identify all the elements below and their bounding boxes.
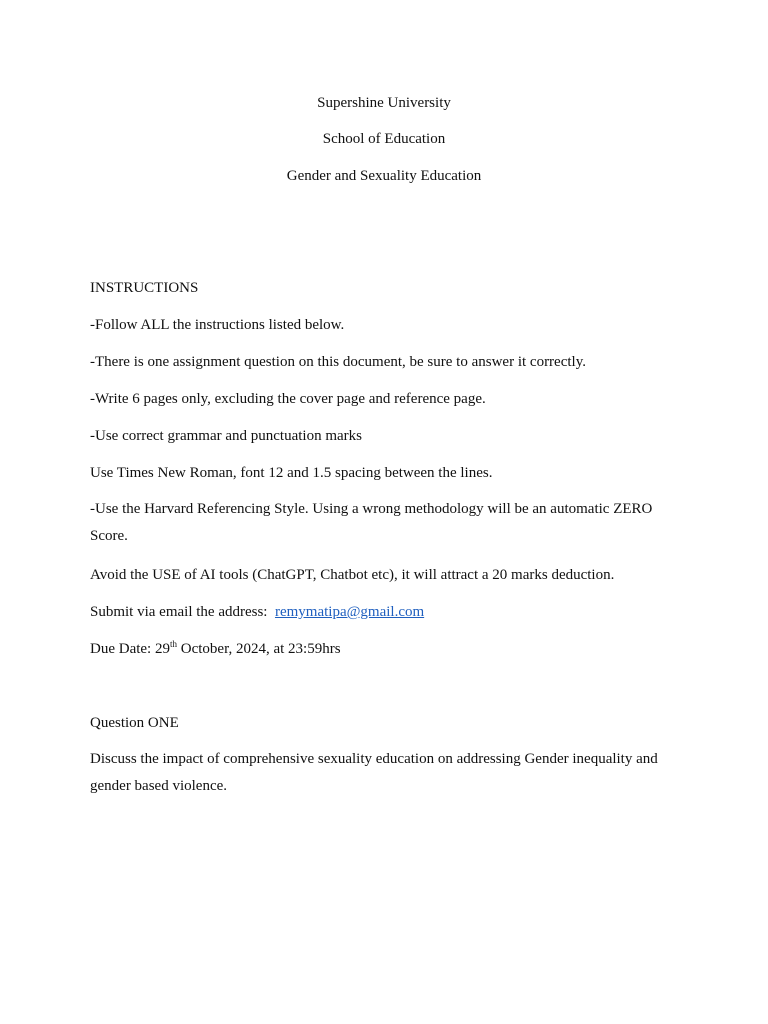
instruction-item: -There is one assignment question on this document, be sure to answer it correctly. — [90, 354, 586, 370]
due-date-prefix: Due Date: 29 — [90, 641, 170, 657]
due-date-superscript: th — [169, 639, 177, 649]
instruction-item: -Use the Harvard Referencing Style. Using a wrong methodology will be an automatic ZERO Score. — [90, 501, 653, 544]
due-date-line — [90, 640, 680, 658]
question-text: Discuss the impact of comprehensive sexuality education on addressing Gender inequality and gender based violence. — [90, 751, 658, 794]
instructions-heading: INSTRUCTIONS — [90, 280, 199, 296]
instruction-item: Avoid the USE of AI tools (ChatGPT, Chatbot etc), it will attract a 20 marks deduction. — [90, 567, 615, 583]
submit-label: Submit via email the address: — [90, 604, 268, 620]
school-name: School of Education — [322, 131, 446, 147]
email-link[interactable]: remymatipa@gmail.com — [274, 604, 425, 620]
instruction-item: Use Times New Roman, font 12 and 1.5 spacing between the lines. — [90, 465, 493, 481]
instruction-item: -Write 6 pages only, excluding the cover page and reference page. — [90, 391, 486, 407]
university-name: Supershine University — [317, 95, 451, 111]
submit-line — [90, 603, 680, 621]
course-title: Gender and Sexuality Education — [286, 168, 482, 184]
instruction-item: -Follow ALL the instructions listed below. — [90, 317, 345, 333]
instruction-item: -Use correct grammar and punctuation marks — [90, 428, 362, 444]
due-date-suffix: October, 2024, at 23:59hrs — [177, 641, 341, 657]
question-heading: Question ONE — [90, 715, 179, 731]
